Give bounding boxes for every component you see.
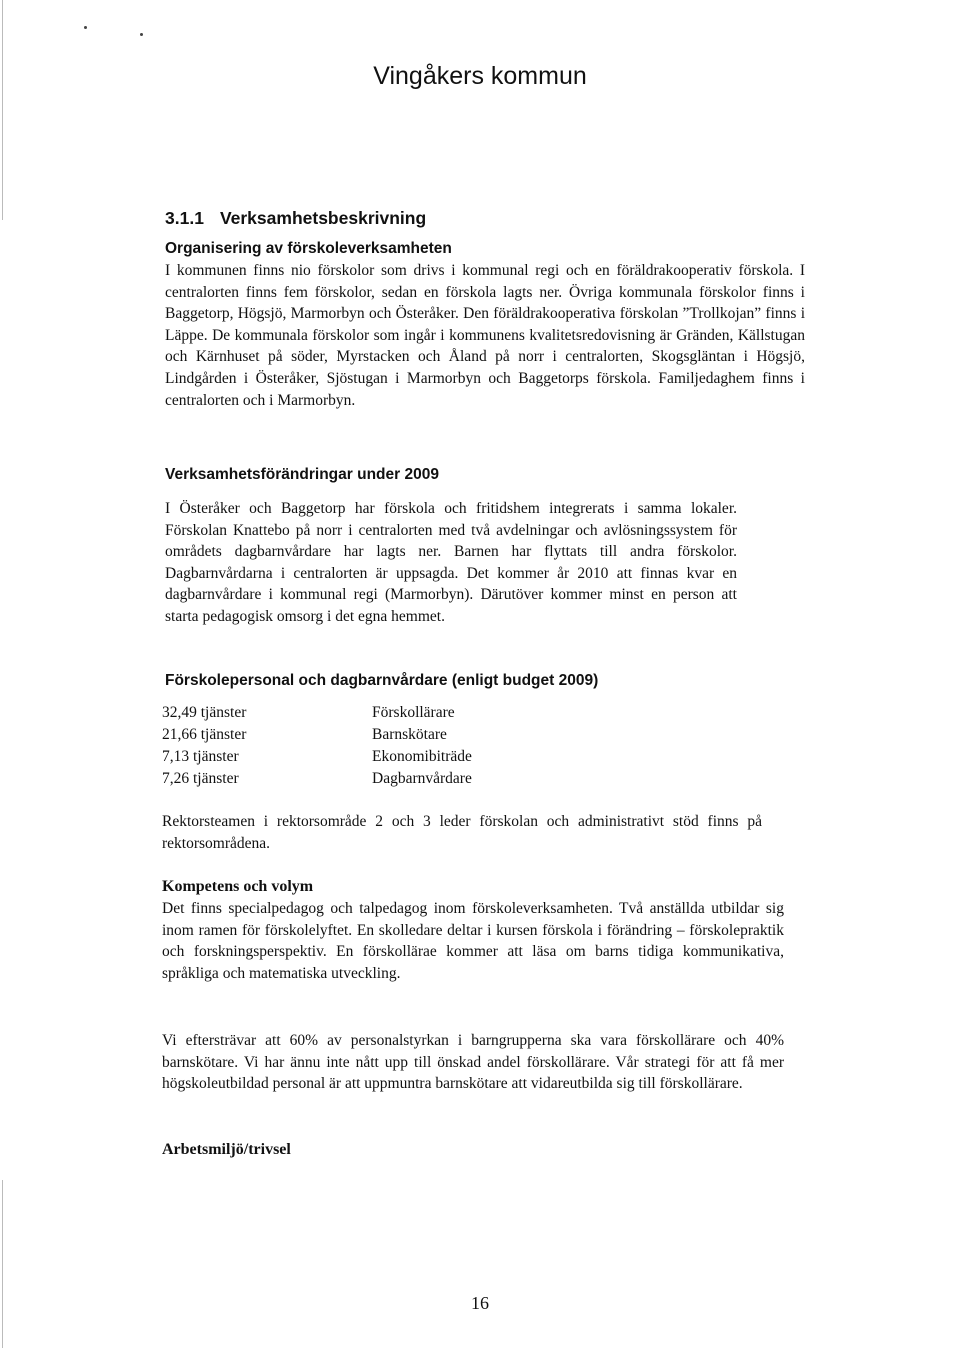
scan-speck <box>140 33 143 36</box>
scan-edge-mark <box>2 0 3 220</box>
kompetens-heading: Kompetens och volym <box>162 878 314 895</box>
kompetens-block <box>162 876 784 984</box>
staff-table <box>162 702 662 790</box>
kompetens-paragraph-1: Det finns specialpedagog och talpedagog inom förskoleverksamheten. Två anställda utbildar sig inom ramen för förskolelyftet. En skolledare deltar i kursen förskola i förändring – förskolepraktik och forskningsperspektiv. En förskollärae kommer att läsa om barns tidiga kommunikativa, språkliga och matematiska utveckling. <box>162 900 784 982</box>
staff-role: Förskollärare <box>372 704 455 721</box>
staff-row <box>162 702 662 724</box>
staff-amount: 7,26 tjänster <box>162 770 239 787</box>
kompetens-paragraph-2: Vi eftersträvar att 60% av personalstyrkan i barngrupperna ska vara förskollärare och 40% barnskötare. Vi har ännu inte nått upp till önskad andel förskollärare. Vår strategi för att få mer högskoleutbildad personal är att uppmuntra barnskötare att vidareutbilda sig till förskollärare. <box>162 1032 784 1093</box>
forandringar-block <box>165 464 805 486</box>
personal-heading: Förskolepersonal och dagbarnvårdare (enligt budget 2009) <box>165 672 599 689</box>
personal-note-block <box>162 811 762 854</box>
organisering-block <box>165 238 805 411</box>
organisering-paragraph: I kommunen finns nio förskolor som drivs i kommunal regi och en föräldrakooperativ förskola. I centralorten finns fem förskolor, sedan en förskola lagts ner. Övriga kommunala förskolor finns i Baggetorp, Högsjö, Marmorbyn och Österåker. Den föräldrakooperativa förskolan ”Trollkojan” finns i Läppe. De kommunala förskolor som ingår i kommunens kvalitetsredovisning är Gränden, Källstugan och Kärnhuset på söder, Myrstacken och Åland på norr i centralorten, Skogsgläntan i Högsjö, Lindgården i Österåker, Sjöstugan i Marmorbyn och Baggetorps förskola. Familjedaghem finns i centralorten och i Marmorbyn. <box>165 262 805 409</box>
staff-row <box>162 746 662 768</box>
personal-block <box>165 670 805 692</box>
municipality-header: Vingåkers kommun <box>373 62 587 90</box>
arbetsmiljo-heading: Arbetsmiljö/trivsel <box>162 1141 291 1158</box>
arbetsmiljo-block <box>162 1139 802 1161</box>
organisering-heading: Organisering av förskoleverksamheten <box>165 240 452 257</box>
staff-role: Dagbarnvårdare <box>372 770 472 787</box>
staff-amount: 21,66 tjänster <box>162 726 247 743</box>
section-heading <box>165 208 805 229</box>
scan-speck <box>84 26 87 29</box>
staff-row <box>162 768 662 790</box>
staff-role: Ekonomibiträde <box>372 748 472 765</box>
staff-role: Barnskötare <box>372 726 447 743</box>
forandringar-text-block <box>165 498 737 628</box>
forandringar-heading: Verksamhetsförändringar under 2009 <box>165 466 439 483</box>
page-number: 16 <box>471 1293 489 1313</box>
personal-note: Rektorsteamen i rektorsområde 2 och 3 leder förskolan och administrativt stöd finns på rektorsområdena. <box>162 813 762 852</box>
scan-edge-mark <box>2 1180 3 1348</box>
staff-row <box>162 724 662 746</box>
section-number: 3.1.1 <box>165 208 204 228</box>
staff-amount: 7,13 tjänster <box>162 748 239 765</box>
kompetens-block-2 <box>162 1030 784 1095</box>
section-title: Verksamhetsbeskrivning <box>219 208 427 228</box>
forandringar-paragraph: I Österåker och Baggetorp har förskola och fritidshem integrerats i samma lokaler. Förskolan Knattebo på norr i centralorten med två avdelningar och avlösningssystem för områdets dagbarnvårdare har lagts ner. Barnen har flyttats till andra förskolor. Dagbarnvårdarna i centralorten är uppsagda. Det kommer år 2010 att finnas kvar en dagbarnvårdare i kommunal regi (Marmorbyn). Därutöver kommer minst en person att starta pedagogisk omsorg i det egna hemmet. <box>165 500 737 625</box>
staff-amount: 32,49 tjänster <box>162 704 247 721</box>
